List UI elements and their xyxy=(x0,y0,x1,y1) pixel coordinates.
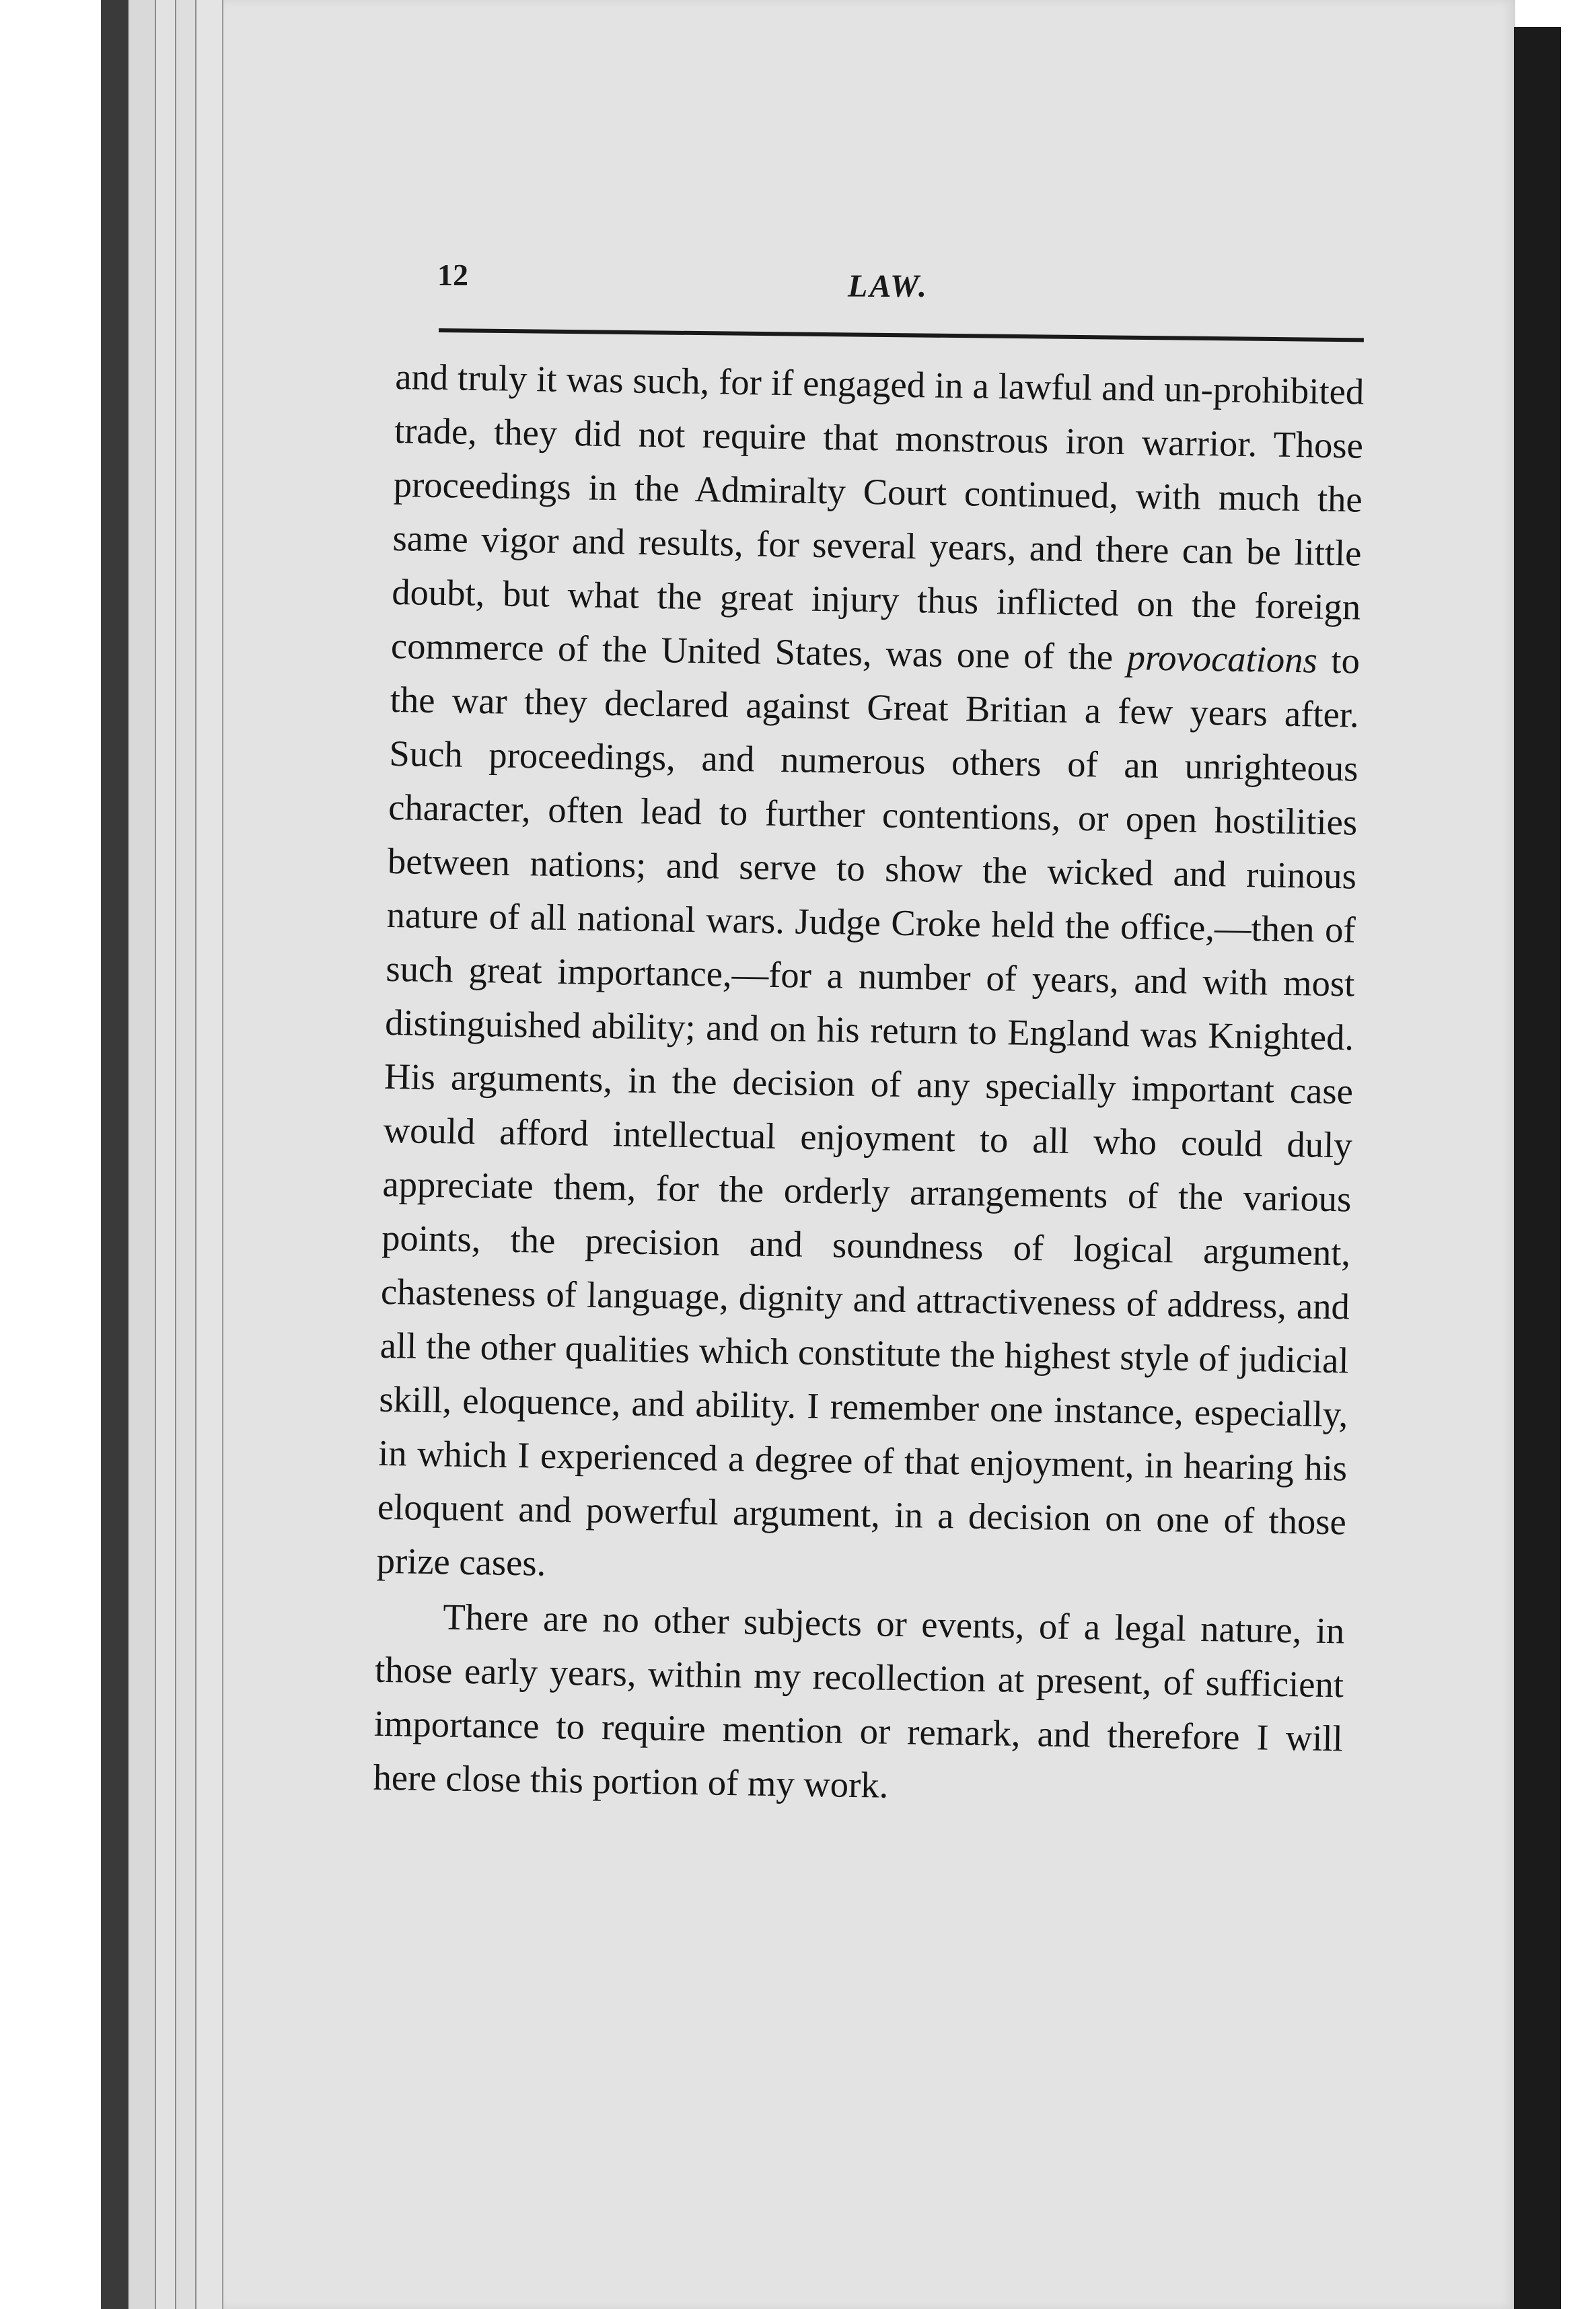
page-number: 12 xyxy=(437,258,468,292)
page-edge xyxy=(175,0,196,2309)
paragraph: There are no other subjects or events, of a legal nature, in those early years, within my recollection at present, of sufficient importance to require mention or remark, and therefore I will here close this portion of my work. xyxy=(373,1596,1345,1806)
page-edge xyxy=(195,0,223,2309)
page-header xyxy=(437,249,1366,309)
book-edge-dark xyxy=(101,0,128,2309)
page-margin xyxy=(1561,0,1596,2309)
page-edge xyxy=(128,0,156,2309)
running-head: LAW. xyxy=(848,268,929,304)
body-text xyxy=(373,350,1365,1819)
paragraph xyxy=(376,350,1365,1603)
paragraph-text: and truly it was such, for if engaged in a lawful and un-prohibited trade, they did not require that monstrous iron warrior. Those proceedings in the Admiralty Court continued, with much the same vigor and results, for several years, and there can be little doubt, but what the great injury thus inflicted on the foreign commerce of the United States, was one of the xyxy=(390,355,1365,678)
italic-word: provocations xyxy=(1126,636,1318,681)
page-edge xyxy=(155,0,176,2309)
binding-strip xyxy=(1514,27,1561,2309)
paragraph-text: to the war they declared against Great Britian a few years after. Such proceedings, and numerous others of an unrighteous character, often lead to further contentions, or open hostilities between nations; and serve to show the wicked and ruinous nature of all national wars. Judge Croke held the office,—then of such great importance,—for a number of years, and with most distinguished ability; and on his return to England was Knighted. His arguments, in the decision of any specially important case would afford intellectual enjoyment to all who could duly appreciate them, for the orderly arrangements of the various points, the precision and soundness of logical argument, chasteness of language, dignity and attractiveness of address, and all the other qualities which constitute the highest style of judicial skill, eloquence, and ability. I remember one instance, especially, in which I experienced a degree of that enjoyment, in hearing his eloquent and powerful argument, in a decision on one of those prize cases. xyxy=(376,639,1361,1584)
